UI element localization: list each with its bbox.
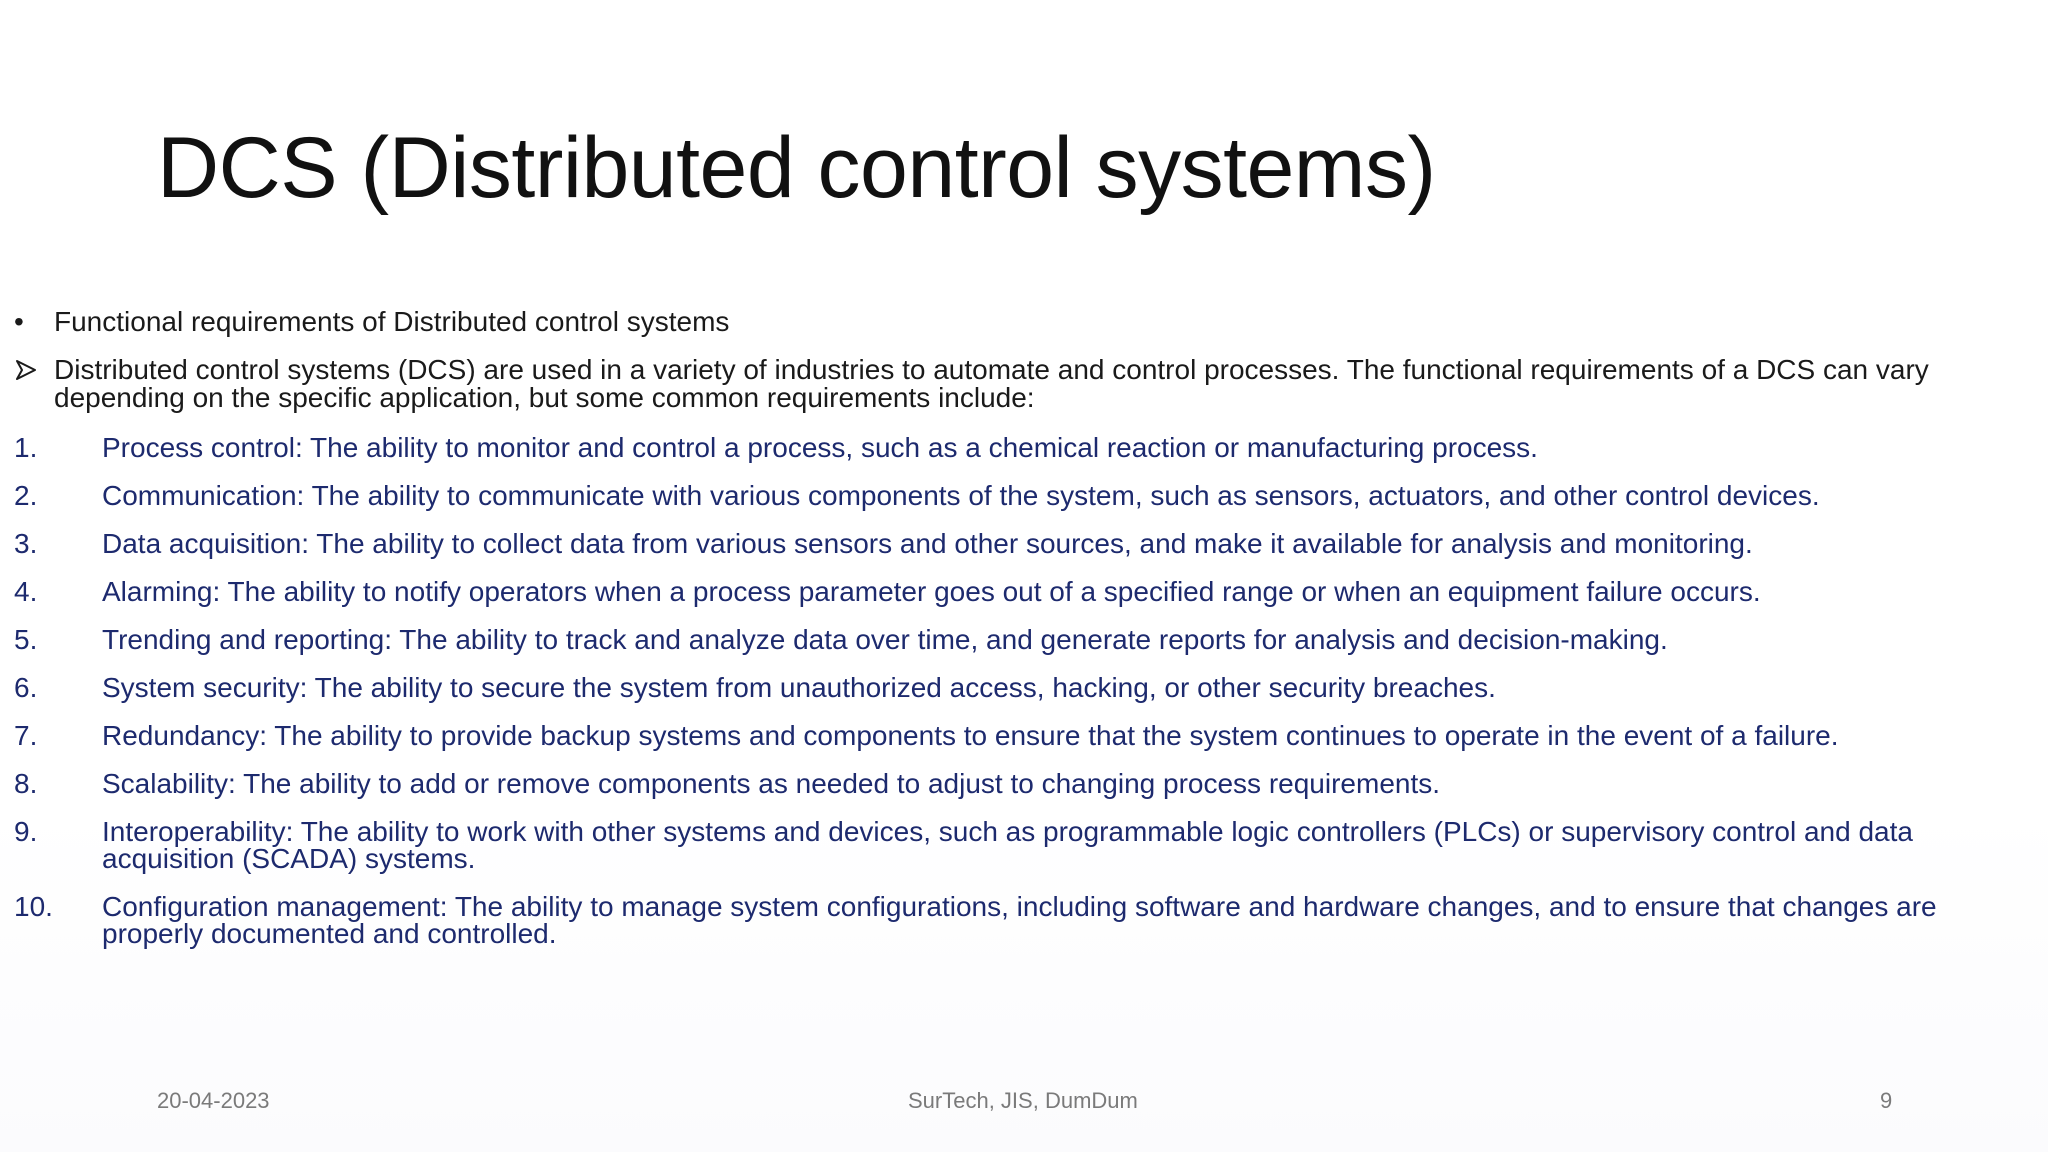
list-text: Interoperability: The ability to work with other systems and devices, such as programmable logic controllers (PLCs) or supervisory control and data acquisition (SCADA) systems.	[102, 816, 1913, 874]
list-text: Process control: The ability to monitor and control a process, such as a chemical reaction or manufacturing process.	[102, 432, 1538, 463]
list-item	[14, 626, 2024, 653]
page-number: 9	[1880, 1088, 1893, 1113]
list-text: Redundancy: The ability to provide backup systems and components to ensure that the system continues to operate in the event of a failure.	[102, 720, 1839, 751]
list-item	[14, 818, 2024, 872]
list-text: System security: The ability to secure the system from unauthorized access, hacking, or other security breaches.	[102, 672, 1496, 703]
slide-content	[14, 308, 2024, 968]
footer-organization: SurTech, JIS, DumDum	[908, 1088, 1138, 1113]
list-text: Scalability: The ability to add or remove components as needed to adjust to changing process requirements.	[102, 768, 1441, 799]
list-text: Alarming: The ability to notify operators when a process parameter goes out of a specified range or when an equipment failure occurs.	[102, 576, 1761, 607]
list-item	[14, 530, 2024, 557]
list-item	[14, 674, 2024, 701]
list-text: Data acquisition: The ability to collect data from various sensors and other sources, and make it available for analysis and monitoring.	[102, 528, 1753, 559]
list-item	[14, 434, 2024, 461]
list-item	[14, 482, 2024, 509]
list-text: Communication: The ability to communicate with various components of the system, such as sensors, actuators, and other control devices.	[102, 480, 1820, 511]
list-number: 10.	[14, 891, 53, 922]
list-number: 1.	[14, 432, 38, 463]
footer-date: 20-04-2023	[157, 1088, 270, 1113]
list-text: Trending and reporting: The ability to track and analyze data over time, and generate reports for analysis and decision-making.	[102, 624, 1668, 655]
list-number: 4.	[14, 576, 38, 607]
slide-title: DCS (Distributed control systems)	[157, 120, 1436, 216]
list-item	[14, 578, 2024, 605]
list-number: 3.	[14, 528, 38, 559]
list-number: 9.	[14, 816, 38, 847]
list-number: 6.	[14, 672, 38, 703]
list-number: 8.	[14, 768, 38, 799]
list-number: 2.	[14, 480, 38, 511]
list-text: Configuration management: The ability to manage system configurations, including software and hardware changes, and to ensure that changes are properly documented and controlled.	[102, 891, 1937, 949]
arrow-bullet-icon	[14, 358, 38, 382]
list-number: 5.	[14, 624, 38, 655]
list-item	[14, 770, 2024, 797]
requirements-list	[14, 434, 2024, 947]
bullet-marker: •	[14, 306, 24, 337]
intro-item	[14, 356, 2024, 412]
intro-text: Distributed control systems (DCS) are used in a variety of industries to automate and control processes. The functional requirements of a DCS can vary depending on the specific application, but some common requirements include:	[54, 354, 1929, 413]
list-item	[14, 893, 2024, 947]
bullet-item	[14, 308, 2024, 336]
bullet-text: Functional requirements of Distributed control systems	[54, 306, 730, 337]
list-item	[14, 722, 2024, 749]
list-number: 7.	[14, 720, 38, 751]
